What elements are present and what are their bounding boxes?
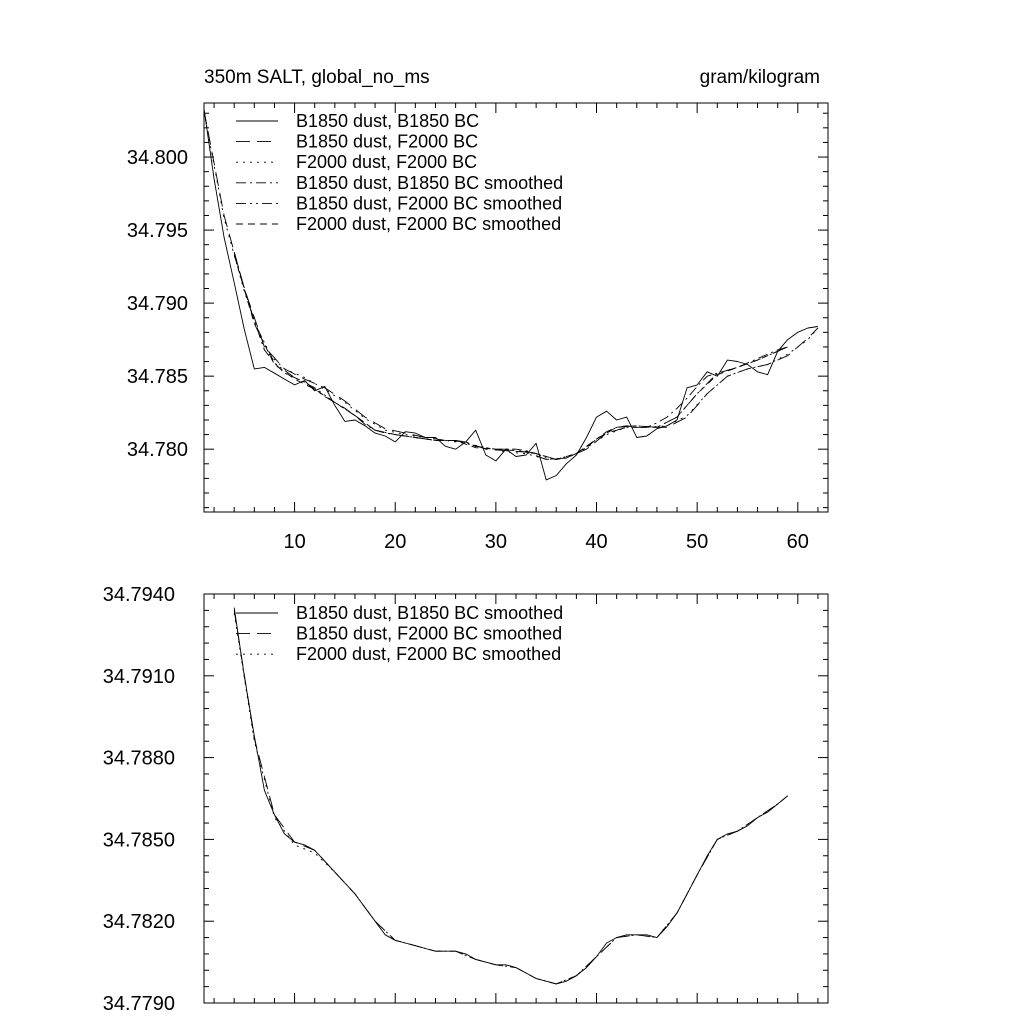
chart-title-left: 350m SALT, global_no_ms	[204, 67, 430, 88]
x-tick-label: 40	[585, 531, 608, 553]
legend-label: B1850 dust, F2000 BC smoothed	[296, 193, 563, 214]
chart-title-right: gram/kilogram	[699, 67, 820, 88]
legend-label: F2000 dust, F2000 BC smoothed	[296, 214, 562, 234]
y-tick-label: 34.790	[126, 293, 188, 316]
y-tick-label: 34.7880	[102, 747, 175, 770]
legend-label: B1850 dust, B1850 BC smoothed	[296, 172, 564, 193]
series-line-5	[234, 254, 788, 460]
y-tick-label: 34.795	[126, 220, 188, 243]
series-line-2	[234, 610, 788, 984]
y-tick-label: 34.780	[126, 439, 188, 462]
legend-label: B1850 dust, F2000 BC smoothed	[296, 623, 563, 644]
y-tick-label: 34.785	[126, 366, 188, 389]
legend-label: F2000 dust, F2000 BC smoothed	[296, 644, 562, 665]
bottom-panel	[103, 584, 828, 1015]
series-line-4	[234, 252, 788, 459]
top-panel	[127, 67, 828, 553]
y-tick-label: 34.7850	[102, 829, 175, 852]
y-tick-label: 34.7940	[102, 584, 175, 606]
legend-label: B1850 dust, F2000 BC	[296, 131, 479, 152]
x-tick-label: 30	[484, 531, 507, 553]
series-line-6	[234, 255, 788, 460]
series-line-3	[234, 613, 788, 984]
legend-label: B1850 dust, B1850 BC	[296, 111, 480, 131]
y-tick-label: 34.800	[126, 147, 188, 170]
x-tick-label: 60	[786, 531, 809, 553]
legend-label: B1850 dust, B1850 BC smoothed	[296, 603, 564, 623]
legend-label: F2000 dust, F2000 BC	[296, 152, 478, 173]
x-tick-label: 20	[384, 531, 407, 553]
x-tick-label: 50	[686, 531, 709, 553]
y-tick-label: 34.7910	[102, 665, 175, 688]
x-tick-label: 10	[283, 531, 306, 553]
y-tick-label: 34.7790	[102, 993, 175, 1015]
y-tick-label: 34.7820	[102, 911, 175, 934]
